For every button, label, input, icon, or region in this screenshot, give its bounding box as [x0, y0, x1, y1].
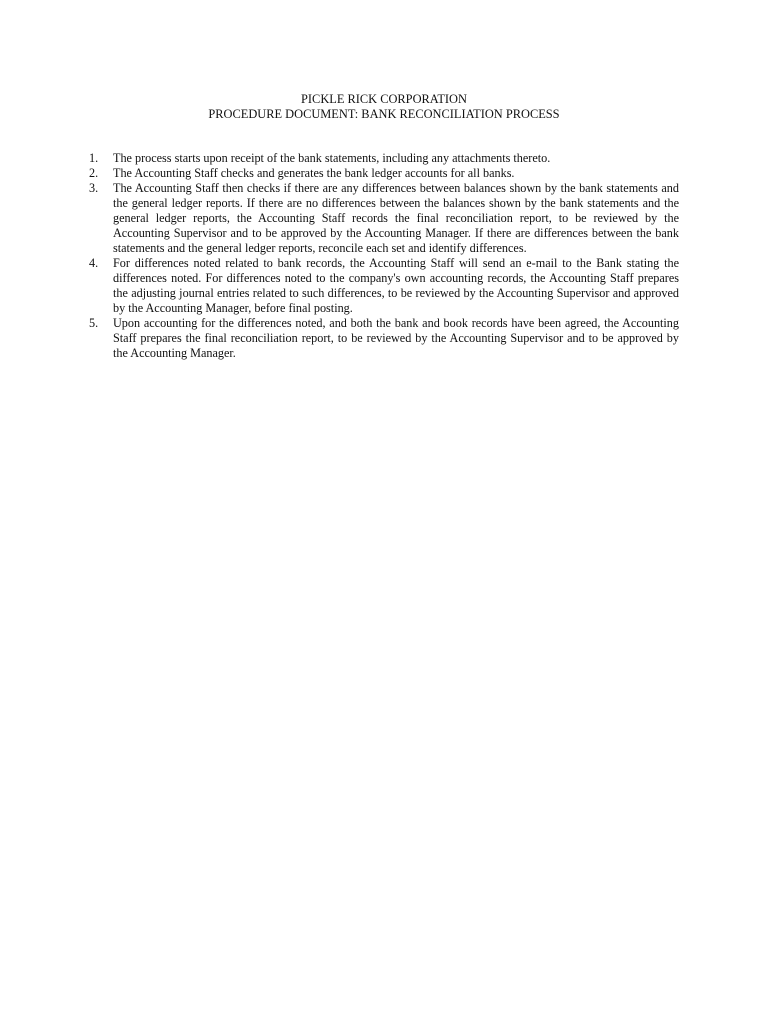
step-number: 2.: [89, 166, 99, 180]
document-title: PROCEDURE DOCUMENT: BANK RECONCILIATION PROCESS: [208, 107, 560, 121]
step-text: The process starts upon receipt of the bank statements, including any attachments thereto.: [113, 151, 551, 165]
step-text: The Accounting Staff then checks if there are any differences between balances shown by the bank statements and the general ledger reports. If there are no differences between the balances shown by the bank statements and the general ledger reports, the Accounting Staff records the final reconciliation report, to be reviewed by the Accounting Supervisor and to be approved by the Accounting Manager. If there are differences between the bank statements and the general ledger reports, reconcile each set and identify differences.: [113, 181, 679, 255]
procedure-steps: [89, 151, 679, 361]
step-number: 5.: [89, 316, 99, 330]
step-text: The Accounting Staff checks and generates the bank ledger accounts for all banks.: [113, 166, 515, 180]
document-header: [0, 92, 768, 122]
procedure-step-5: [89, 316, 679, 361]
step-text: Upon accounting for the differences noted, and both the bank and book records have been agreed, the Accounting Staff prepares the final reconciliation report, to be reviewed by the Accounting Supervisor and to be approved by the Accounting Manager.: [113, 316, 679, 360]
step-number: 4.: [89, 256, 99, 270]
step-number: 3.: [89, 181, 99, 195]
step-text: For differences noted related to bank records, the Accounting Staff will send an e-mail to the Bank stating the differences noted. For differences noted to the company's own accounting records, the Accounting Staff prepares the adjusting journal entries related to such differences, to be reviewed by the Accounting Supervisor and approved by the Accounting Manager, before final posting.: [113, 256, 679, 315]
procedure-step-1: [89, 151, 679, 166]
procedure-step-4: [89, 256, 679, 316]
procedure-step-2: [89, 166, 679, 181]
company-name: PICKLE RICK CORPORATION: [301, 92, 467, 106]
procedure-step-3: [89, 181, 679, 256]
step-number: 1.: [89, 151, 99, 165]
